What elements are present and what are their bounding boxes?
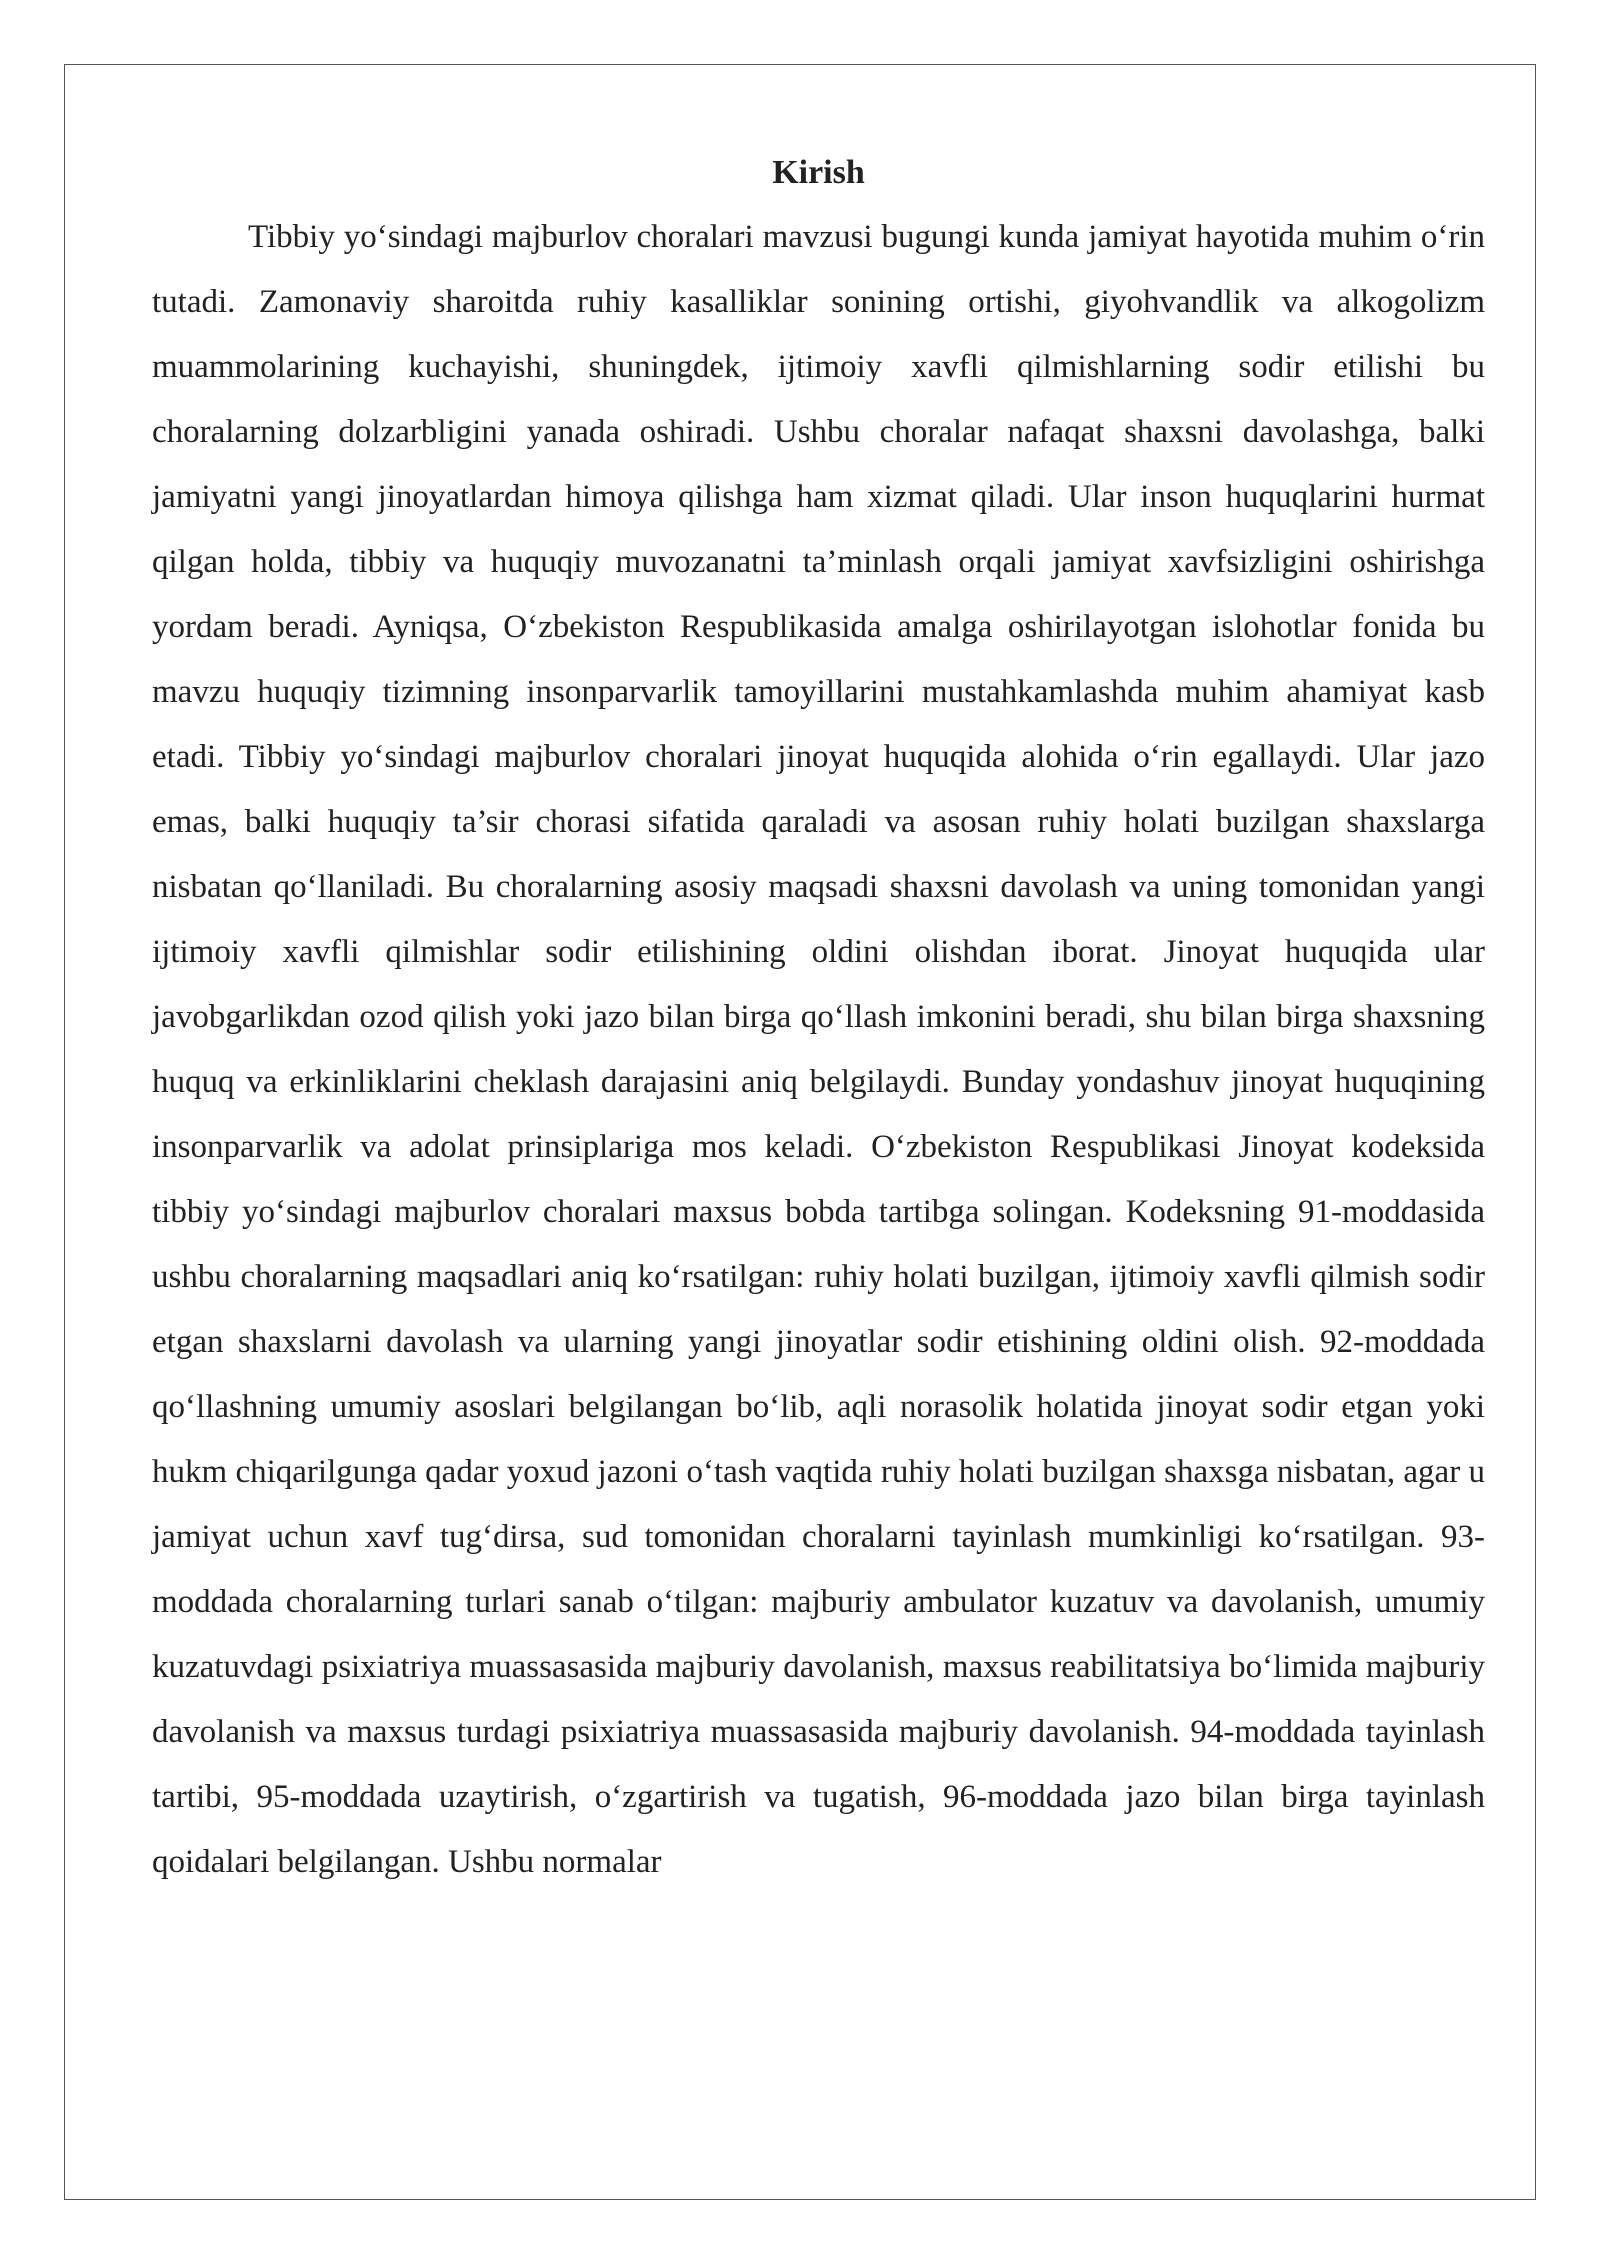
- body-paragraph: Tibbiy yo‘sindagi majburlov choralari mavzusi bugungi kunda jamiyat hayotida muhim o‘rin tutadi. Zamonaviy sharoitda ruhiy kasalliklar sonining ortishi, giyohvandlik va alkogolizm muammolarining kuchayishi, shuningdek, ijtimoiy xavfli qilmishlarning sodir etilishi bu choralarning dolzarbligini yanada oshiradi. Ushbu choralar nafaqat shaxsni davolashga, balki jamiyatni yangi jinoyatlardan himoya qilishga ham xizmat qiladi. Ular inson huquqlarini hurmat qilgan holda, tibbiy va huquqiy muvozanatni ta’minlash orqali jamiyat xavfsizligini oshirishga yordam beradi. Ayniqsa, O‘zbekiston Respublikasida amalga oshirilayotgan islohotlar fonida bu mavzu huquqiy tizimning insonparvarlik tamoyillarini mustahkamlashda muhim ahamiyat kasb etadi. Tibbiy yo‘sindagi majburlov choralari jinoyat huquqida alohida o‘rin egallaydi. Ular jazo emas, balki huquqiy ta’sir chorasi sifatida qaraladi va asosan ruhiy holati buzilgan shaxslarga nisbatan qo‘llaniladi. Bu choralarning asosiy maqsadi shaxsni davolash va uning tomonidan yangi ijtimoiy xavfli qilmishlar sodir etilishining oldini olishdan iborat. Jinoyat huquqida ular javobgarlikdan ozod qilish yoki jazo bilan birga qo‘llash imkonini beradi, shu bilan birga shaxsning huquq va erkinliklarini cheklash darajasini aniq belgilaydi. Bunday yondashuv jinoyat huquqining insonparvarlik va adolat prinsiplariga mos keladi. O‘zbekiston Respublikasi Jinoyat kodeksida tibbiy yo‘sindagi majburlov choralari maxsus bobda tartibga solingan. Kodeksning 91-moddasida ushbu choralarning maqsadlari aniq ko‘rsatilgan: ruhiy holati buzilgan, ijtimoiy xavfli qilmish sodir etgan shaxslarni davolash va ularning yangi jinoyatlar sodir etishining oldini olish. 92-moddada qo‘llashning umumiy asoslari belgilangan bo‘lib, aqli norasolik holatida jinoyat sodir etgan yoki hukm chiqarilgunga qadar yoxud jazoni o‘tash vaqtida ruhiy holati buzilgan shaxsga nisbatan, agar u jamiyat uchun xavf tug‘dirsa, sud tomonidan choralarni tayinlash mumkinligi ko‘rsatilgan. 93-moddada choralarning turlari sanab o‘tilgan: majburiy ambulator kuzatuv va davolanish, umumiy kuzatuvdagi psixiatriya muassasasida majburiy davolanish, maxsus reabilitatsiya bo‘limida majburiy davolanish va maxsus turdagi psixiatriya muassasasida majburiy davolanish. 94-moddada tayinlash tartibi, 95-moddada uzaytirish, o‘zgartirish va tugatish, 96-moddada jazo bilan birga tayinlash qoidalari belgilangan. Ushbu normalar: [152, 219, 1485, 1880]
- document-content: [152, 140, 1485, 1895]
- document-title: Kirish: [772, 154, 865, 191]
